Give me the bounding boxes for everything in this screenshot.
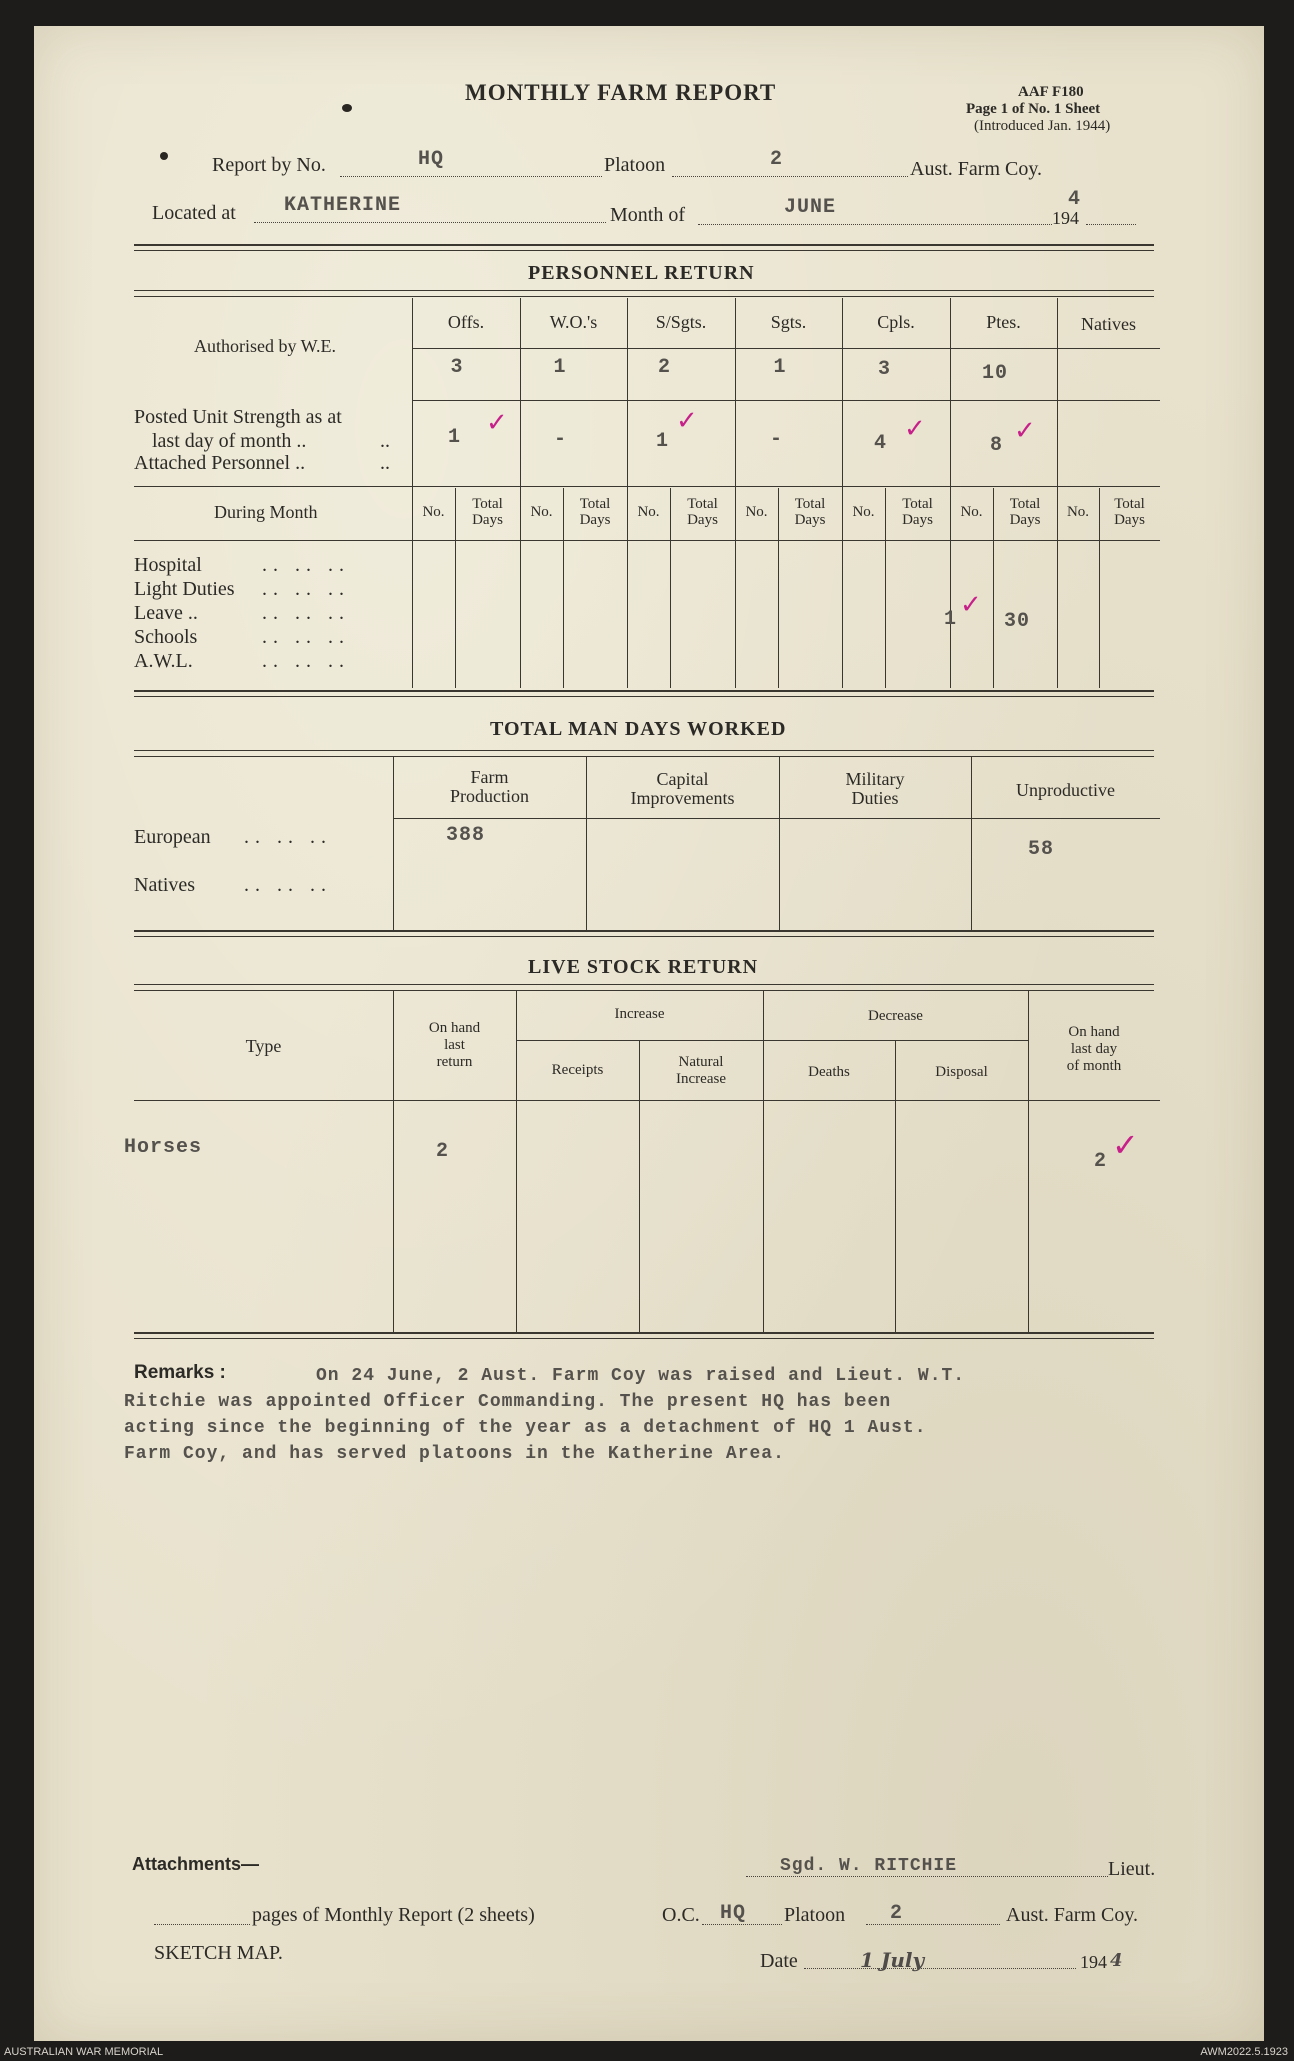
total-days-header: Total Days xyxy=(579,496,611,528)
col-deaths: Deaths xyxy=(808,1064,850,1080)
footer-year-prefix: 194 xyxy=(1080,1952,1107,1972)
personnel-title: PERSONNEL RETURN xyxy=(528,262,755,284)
attached-label: Attached Personnel .. xyxy=(134,452,306,474)
grid-line xyxy=(134,1100,1160,1101)
posted-cpls: 4 xyxy=(874,432,888,455)
introduced-date: (Introduced Jan. 1944) xyxy=(974,118,1111,134)
row-light-duties: Light Duties xyxy=(134,578,235,600)
row-dots: .. .. .. xyxy=(262,578,350,600)
credit-right: AWM2022.5.1923 xyxy=(1200,2046,1288,2058)
footer-platoon-value: 2 xyxy=(890,1902,904,1925)
remarks-line-2: Ritchie was appointed Officer Commanding. The present HQ has been xyxy=(124,1392,892,1412)
increase-header: Increase xyxy=(614,1006,665,1022)
lieut-label: Lieut. xyxy=(1108,1858,1156,1880)
form-title: MONTHLY FARM REPORT xyxy=(465,80,777,105)
no-header: No. xyxy=(852,504,875,520)
date-label: Date xyxy=(760,1950,798,1972)
rule xyxy=(134,244,1154,246)
month-value: JUNE xyxy=(784,196,837,219)
col-type: Type xyxy=(245,1036,282,1056)
grid-line xyxy=(134,486,1160,487)
credit-left: AUSTRALIAN WAR MEMORIAL xyxy=(4,2046,164,2058)
col-capital-improvements: Capital Improvements xyxy=(630,769,735,808)
no-header: No. xyxy=(422,504,445,520)
authorised-cpls: 3 xyxy=(877,358,891,381)
posted-wos: - xyxy=(554,428,568,451)
total-days-header: Total Days xyxy=(1114,496,1145,528)
rule xyxy=(134,250,1154,251)
sketch-map-label: SKETCH MAP. xyxy=(154,1942,283,1964)
col-military-duties: Military Duties xyxy=(845,769,905,808)
platoon-line xyxy=(672,176,908,177)
col-on-hand-last-return: On hand last return xyxy=(428,1020,481,1070)
grid-line xyxy=(412,348,1160,349)
check-mark: ✓ xyxy=(676,406,698,436)
remarks-line-3: acting since the beginning of the year as a detachment of HQ 1 Aust. xyxy=(124,1418,927,1438)
footer-year-suffix: 4 xyxy=(1110,1950,1123,1971)
located-line xyxy=(254,222,606,223)
year-prefix: 194 xyxy=(1052,208,1079,228)
col-ptes: Ptes. xyxy=(986,312,1021,332)
no-header: No. xyxy=(960,504,983,520)
platoon-label: Platoon xyxy=(604,154,666,176)
attachments-label: Attachments— xyxy=(132,1854,260,1874)
check-mark: ✓ xyxy=(1112,1126,1139,1164)
total-days-header: Total Days xyxy=(902,496,933,528)
posted-ptes: 8 xyxy=(990,434,1004,457)
rule xyxy=(134,696,1154,697)
row-dots: .. .. .. xyxy=(244,874,332,896)
posted-sgts: - xyxy=(770,428,784,451)
posted-label-2: last day of month .. xyxy=(152,430,307,452)
oc-label: O.C. xyxy=(662,1904,700,1926)
date-value: 1 July xyxy=(860,1948,925,1972)
col-offs: Offs. xyxy=(447,312,485,332)
footer-platoon-label: Platoon xyxy=(784,1904,846,1926)
col-unproductive: Unproductive xyxy=(1016,780,1115,800)
posted-dots xyxy=(348,448,398,449)
grid-line xyxy=(842,298,843,688)
authorised-label: Authorised by W.E. xyxy=(194,336,336,356)
footer-coy-label: Aust. Farm Coy. xyxy=(1006,1904,1139,1926)
attached-dots-text: .. xyxy=(380,452,390,474)
month-label: Month of xyxy=(610,204,685,226)
rule xyxy=(134,750,1154,751)
decrease-header: Decrease xyxy=(868,1008,923,1024)
authorised-ptes: 10 xyxy=(981,362,1008,385)
col-natural-increase: Natural Increase xyxy=(676,1054,726,1087)
punch-hole-mark xyxy=(342,104,352,112)
row-natives: Natives xyxy=(134,874,196,896)
footer-platoon-line xyxy=(866,1924,1000,1925)
rule xyxy=(134,990,1154,991)
leave-ptes-total-days: 30 xyxy=(1004,610,1031,633)
livestock-title: LIVE STOCK RETURN xyxy=(528,956,759,978)
grid-line xyxy=(412,400,1160,401)
rule xyxy=(134,930,1154,932)
col-disposal: Disposal xyxy=(935,1064,988,1080)
coy-label: Aust. Farm Coy. xyxy=(910,158,1043,180)
oc-value: HQ xyxy=(720,1902,747,1925)
check-mark: ✓ xyxy=(960,590,982,620)
col-receipts: Receipts xyxy=(551,1062,604,1078)
page-info: Page 1 of No. 1 Sheet xyxy=(966,101,1101,117)
no-header: No. xyxy=(637,504,660,520)
authorised-wos: 1 xyxy=(553,356,567,379)
grid-line xyxy=(516,1040,1028,1041)
authorised-sgts: 1 xyxy=(773,356,787,379)
check-mark: ✓ xyxy=(904,414,926,444)
grid-line xyxy=(1057,298,1058,688)
livestock-on-hand-last-day: 2 xyxy=(1094,1150,1108,1173)
form-code: AAF F180 xyxy=(1018,84,1084,100)
grid-line xyxy=(516,990,517,1332)
row-dots: .. .. .. xyxy=(262,650,350,672)
during-month-label: During Month xyxy=(214,502,318,522)
row-hospital: Hospital xyxy=(134,554,202,576)
report-by-line xyxy=(340,176,602,177)
col-sgts: Sgts. xyxy=(770,312,807,332)
remarks-line-1: On 24 June, 2 Aust. Farm Coy was raised and Lieut. W.T. xyxy=(316,1366,966,1386)
signature-value: Sgd. W. RITCHIE xyxy=(780,1856,958,1876)
row-dots: .. .. .. xyxy=(262,626,350,648)
no-header: No. xyxy=(1066,504,1090,520)
row-dots: .. .. .. xyxy=(262,602,350,624)
year-line xyxy=(1086,224,1136,225)
col-natives: Natives xyxy=(1081,314,1136,334)
col-farm-production: Farm Production xyxy=(450,767,529,806)
rule xyxy=(134,290,1154,291)
posted-label: Posted Unit Strength as at xyxy=(134,406,342,428)
grid-line xyxy=(393,818,1160,819)
remarks-line-4: Farm Coy, and has served platoons in the Katherine Area. xyxy=(124,1444,785,1464)
check-mark: ✓ xyxy=(1014,416,1036,446)
row-awl: A.W.L. xyxy=(134,650,193,672)
located-value: KATHERINE xyxy=(284,194,402,217)
located-label: Located at xyxy=(152,202,236,224)
col-on-hand-last-day: On hand last day of month xyxy=(1066,1024,1122,1074)
pages-count-line xyxy=(154,1924,250,1925)
authorised-ssgts: 2 xyxy=(657,356,671,379)
rule xyxy=(134,690,1154,692)
grid-line xyxy=(134,540,1160,541)
row-dots: .. .. .. xyxy=(244,826,332,848)
rule xyxy=(134,756,1154,757)
punch-hole-mark xyxy=(160,152,168,160)
no-header: No. xyxy=(530,504,553,520)
livestock-type-horses: Horses xyxy=(124,1136,203,1159)
european-unproductive: 58 xyxy=(1028,838,1055,861)
remarks-label: Remarks : xyxy=(134,1362,226,1383)
row-european: European xyxy=(134,826,211,848)
month-line xyxy=(698,224,1052,225)
rule xyxy=(134,936,1154,937)
total-days-header: Total Days xyxy=(794,496,826,528)
total-days-header: Total Days xyxy=(687,496,718,528)
platoon-value: 2 xyxy=(770,148,784,171)
grid-line xyxy=(895,1040,896,1332)
grid-line xyxy=(763,990,764,1332)
date-line xyxy=(804,1968,1076,1969)
rule xyxy=(134,296,1154,297)
posted-offs: 1 xyxy=(448,426,462,449)
signature-line xyxy=(746,1876,1108,1877)
rule xyxy=(134,1332,1154,1334)
posted-dots-text: .. xyxy=(380,430,390,452)
european-farm-production: 388 xyxy=(446,824,486,847)
row-schools: Schools xyxy=(134,626,198,648)
rule xyxy=(134,1338,1154,1339)
leave-ptes-no: 1 xyxy=(944,608,958,631)
year-suffix: 4 xyxy=(1068,188,1082,211)
row-leave: Leave .. xyxy=(134,602,198,624)
row-dots: .. .. .. xyxy=(262,554,350,576)
total-days-header: Total Days xyxy=(1009,496,1041,528)
pages-label: pages of Monthly Report (2 sheets) xyxy=(252,1904,535,1926)
check-mark: ✓ xyxy=(486,408,508,438)
col-cpls: Cpls. xyxy=(877,312,915,332)
livestock-on-hand-last-return: 2 xyxy=(436,1140,450,1163)
man-days-title: TOTAL MAN DAYS WORKED xyxy=(490,718,787,740)
col-ssgts: S/Sgts. xyxy=(655,312,707,332)
total-days-header: Total Days xyxy=(472,496,503,528)
rule xyxy=(134,984,1154,985)
report-by-label: Report by No. xyxy=(212,154,326,176)
authorised-offs: 3 xyxy=(450,356,464,379)
posted-ssgts: 1 xyxy=(656,430,670,453)
col-wos: W.O.'s xyxy=(549,312,598,332)
report-by-value: HQ xyxy=(418,148,445,171)
no-header: No. xyxy=(745,504,768,520)
